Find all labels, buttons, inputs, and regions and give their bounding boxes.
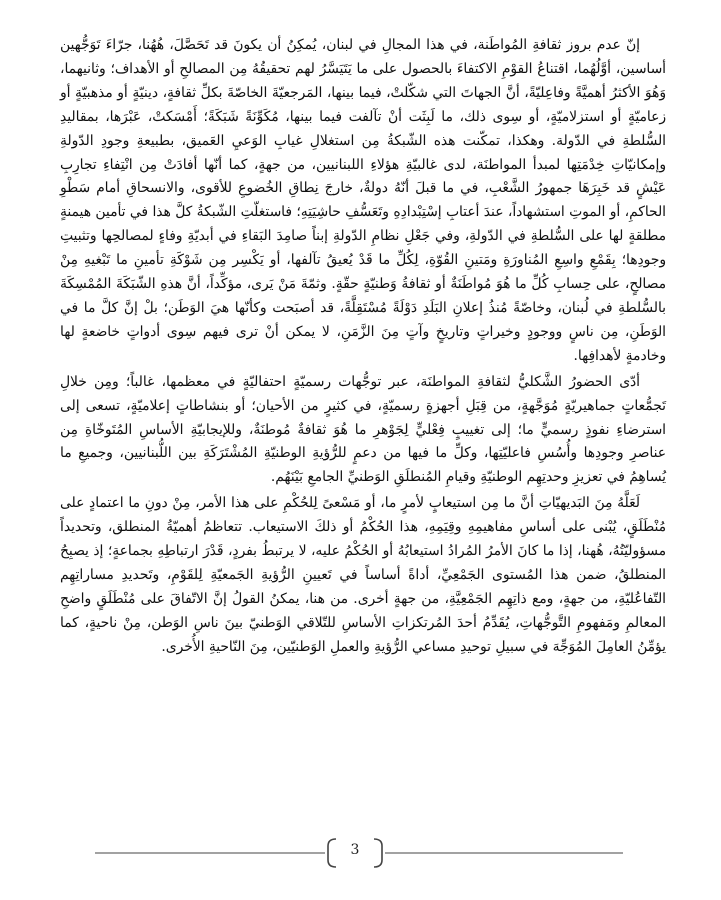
page-footer <box>0 833 721 873</box>
document-body <box>60 34 666 662</box>
paragraph-2: أدّى الحضورُ الشَّكليُّ لثقافةِ المواطنَة، عبر توجُّهات رسميّةٍ احتفاليّةٍ في معظمها، غالباً؛ ومِن خلالِ تَجمُّعاتٍ جماهيريّةٍ مُوَجَّهةٍ، من قِبَلِ أجهزةٍ رسميّةٍ، في كثيرٍ من الأحيان؛ أو بنشاطاتٍ إعلاميّةٍ، تسعى إلى استرضاءِ نفوذٍ رسميٍّ ما؛ إلى تغييبٍ فِعْليٍّ لِجَوْهرِ ما هُوَ ثقافةٌ مُوطنَةٌ، وللإيجابيّةِ الأساسِ المُتَوخّاةِ مِن عناصرِ وجودِها وأُسُسِ فاعليّتِها، وكلِّ ما فيها من دعمٍ للرُّؤيةِ الوطنيّةِ المُشْتَرَكَةِ بين اللُّبنانيين، وجميعِ ما يُساهِمُ في تعزيزِ وحدتِهِم الوطنيّةِ وقيامِ المُنطلَقِ الوَطنيِّ الجامعِ بَيْنَهُم. <box>60 373 666 486</box>
paragraph-1: إنّ عدم بروز ثقافةِ المُواطَنة، في هذا المجالِ في لبنان، يُمكِنُ أن يكونَ قد تَحَصَّلَ، هُهُنا، جرّاءَ تَوَجُّهين أساسين، أوَّلُهُما، اقتناعُ القوْمِ الاكتفاءَ بالحصول على ما يَتَيَسَّرُ لهم تحقيقُهُ مِن المصالحِ أو الأهداف؛ وثانيهما، وَهُوَ الأكثرُ أهميَّةً وفاعِليّةً، أنَّ الجهاتَ التي شكّلتْ، فيما بينها، المَرجعيّةَ الخاصّةَ بكلِّ ثقافةٍ، دينيّةٍ أو مذهبيّةٍ أو زعاميّةٍ أو استزلاميّةٍ، أو سِوى ذلك، ما لَبِثَت أنْ تآلفت فيما بينها، مُكَوِّنَةً شَبَكَةً؛ أَمْسَكتْ، عَبْرَها، بمقاليدِ السُّلطةِ في الدّولة. وهكذا، تمكّنت هذه الشّبكةُ مِن استغلالِ غيابِ الوَعيِ العَميق، بطبيعةِ وجودِ الدّولةِ وإمكانيّاتِ خِدْمَتِها لمبدأ المواطنَة، لدى غالبيّةِ هؤلاءِ اللبنانيين، من جهةٍ، كما أنّها أفادَتْ مِن انْتِفاءِ تجارِبِ عَيْشٍ قد خَبِرَهَا جمهورُ الشَّعْبِ، في ما قبلَ أنّهُ دولةٌ، خارجَ نِطاقِ الخُضوعِ للأقوى، والانسحاقِ أمام سَطْوِ الحاكمِ، أو الموتِ استشهاداً، عندَ أعتابِ إسْتِبْدادِهِ وتَعَسُّفِ حاشِيَتِهِ؛ فاستغلّتِ الشّبكةُ كلَّ هذا في تأمين هيمنةٍ مطلقةٍ لها على السُّلطةِ في الدّولةِ، وفي جَعْلِ نظامِ الدّولةِ إبناً صامِدَ البَقاءِ في أبديّةِ وفاءٍ لمصالحِها وتثبيتِ وجودِها؛ بِقَمْعِ واسِعِ المُناورَةِ ومَتينِ القُوّةِ، لِكُلِّ ما قَدْ يُعيقُ تآلفها، أو يَكْسِر مِن شَوْكَةِ تأمينِ ما تَبْغيهِ مِنْ مصالحٍ، على حِسابِ كُلِّ ما هُوَ مُواطَنَةٌ أو ثقافةُ وَطنيّةٍ حقّةٍ. وثمّةَ مَنْ يَرى، مؤكِّداً، أنَّ هذهِ الشّبَكَةَ المُمْسِكَةَ بالسُّلطةِ في لُبنان، وخاصّةً مُنذُ إعلانِ البَلَدِ دَوْلَةً مُسْتَقِلَّةً، قد أصبَحت وكأنّها هيَ الوَطَن؛ بلْ إنَّ كلَّ ما في الوَطَنِ، مِن ناسٍ ووجودٍ وخيراتٍ وتاريخٍ وآتٍ مِنَ الزَّمَنِ، لا يمكن أنْ ترى فيهم سِوى أدواتٍ خاضعةٍ لها وخادمةٍ لأهدافِها. <box>60 37 666 364</box>
paragraph-3: لَعَلَّهُ مِنَ البَديهيّاتِ أنَّ ما مِن استيعابٍ لأمرٍ ما، أو مَسْعىً لِلحُكْمِ على هذا الأمر، مِنْ دونِ ما اعتمادٍ على مُنْطَلَقٍ، يُبْنى على أساسِ مفاهيمِهِ وقِيَمِهِ، هذا الحُكْمُ أو ذلكَ الاستيعاب. تتعاظمُ أهميّةُ المنطلق، وتحديداً مسؤوليّتُهُ، هُهنا، إذا ما كانَ الأمرُ المُرادُ استيعابُهُ أو الحُكْمُ عليه، لا يرتبطُ بفردٍ، قَدْرَ ارتباطِهِ بجماعةٍ؛ إذ يصبِحُ المنطلقُ، ضمن هذا المُستوى الجَمْعِيِّ، أداةً أساساً في تَعيينِ الرُّؤيةِ الجَمعيّةِ لِلقَوْمِ، وتَحديدِ مساراتِهِم التّفاعُليّةِ، من جهةٍ، ومع ذاتِهِم الجَمْعِيَّةِ، من جهةٍ أخرى. من هنا، يمكنُ القولُ إنَّ الاتّفاقَ على مُنْطَلَقٍ واضحِ المعالمِ ومَفهومِ التَّوجُّهاتِ، يُقَدِّمُ أحدَ المُرتكزاتِ الأساسِ للتّلاقي الوَطنيّ بينَ ناسِ الوَطن، مِنْ ناحيةٍ، كما يؤمِّنُ العامِلَ المُوَجِّهَ في سبيلِ توحيدِ مساعي الرُّؤيةِ والعملِ الوَطنيّين، مِنَ النّاحيةِ الأُخرى. <box>60 495 666 655</box>
page-number: 3 <box>350 842 360 858</box>
